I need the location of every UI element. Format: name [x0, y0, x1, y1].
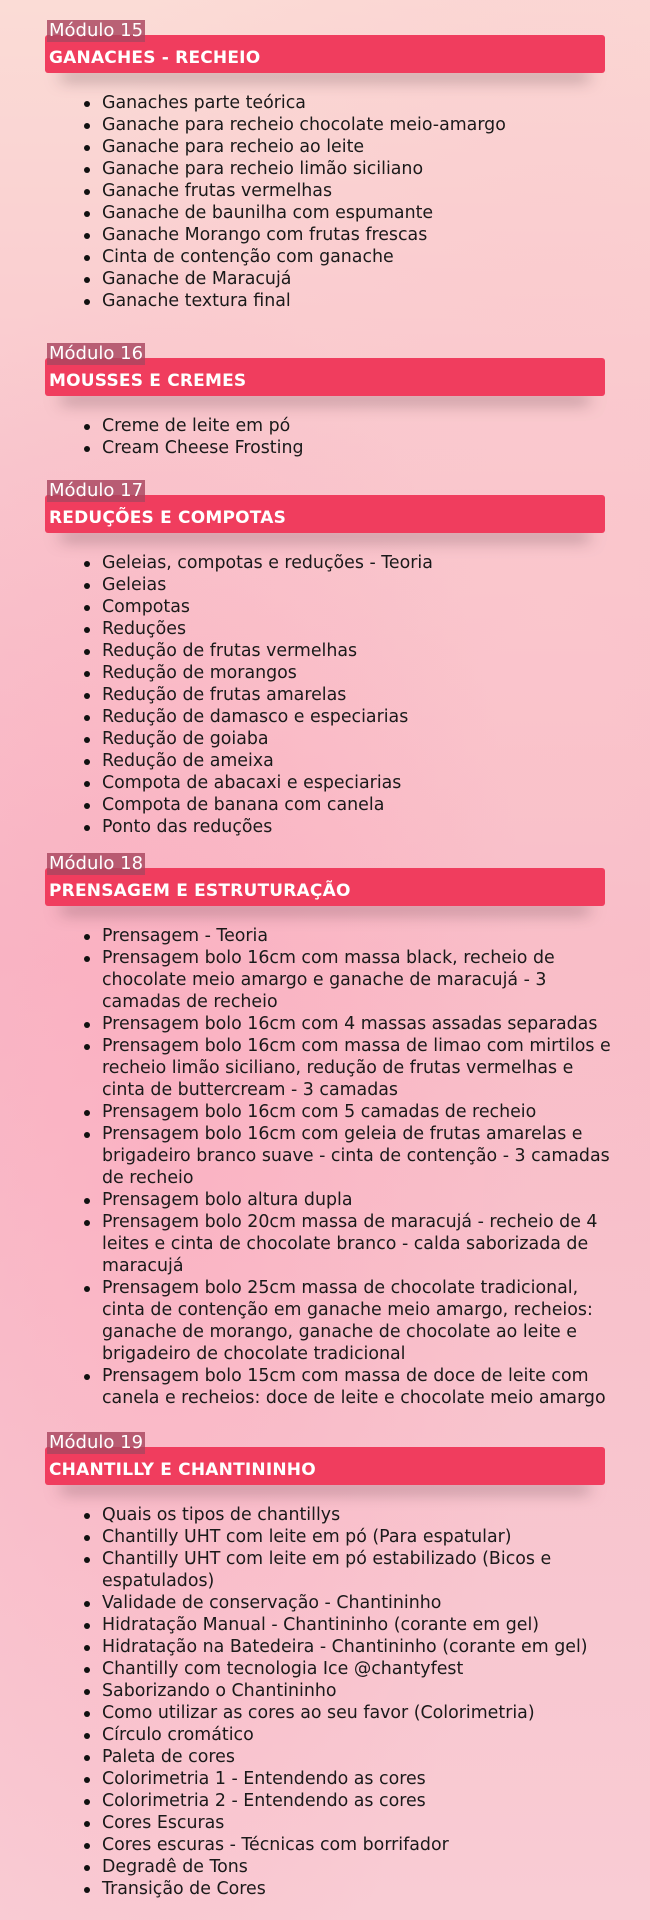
list-item: Redução de damasco e especiarias	[102, 706, 612, 728]
list-item: Prensagem bolo 20cm massa de maracujá - recheio de 4 leites e cinta de chocolate branco - calda saborizada de maracujá	[102, 1211, 612, 1277]
list-item: Ganache para recheio limão siciliano	[102, 158, 612, 180]
list-item: Chantilly UHT com leite em pó estabilizado (Bicos e espatulados)	[102, 1548, 612, 1592]
list-item: Reduções	[102, 618, 612, 640]
list-item: Redução de frutas amarelas	[102, 684, 612, 706]
list-item: Ganache de baunilha com espumante	[102, 202, 612, 224]
list-item: Prensagem - Teoria	[102, 925, 612, 947]
list-item: Ponto das reduções	[102, 816, 612, 838]
list-item: Chantilly com tecnologia Ice @chantyfest	[102, 1658, 612, 1680]
list-item: Redução de goiaba	[102, 728, 612, 750]
list-item: Ganache textura final	[102, 290, 612, 312]
module-number-label: Módulo 19	[49, 1432, 144, 1453]
list-item: Ganache frutas vermelhas	[102, 180, 612, 202]
list-item: Como utilizar as cores ao seu favor (Colorimetria)	[102, 1702, 612, 1724]
lesson-list	[102, 92, 612, 312]
list-item: Redução de morangos	[102, 662, 612, 684]
module-title: PRENSAGEM E ESTRUTURAÇÃO	[49, 881, 351, 901]
list-item: Compota de banana com canela	[102, 794, 612, 816]
list-item: Prensagem bolo 16cm com geleia de frutas amarelas e brigadeiro branco suave - cinta de contenção - 3 camadas de recheio	[102, 1123, 612, 1189]
module-title: REDUÇÕES E COMPOTAS	[49, 508, 287, 528]
module-number-label: Módulo 15	[49, 20, 144, 41]
list-item: Hidratação na Batedeira - Chantininho (corante em gel)	[102, 1636, 612, 1658]
module-number-label: Módulo 16	[49, 343, 144, 364]
list-item: Saborizando o Chantininho	[102, 1680, 612, 1702]
list-item: Geleias, compotas e reduções - Teoria	[102, 552, 612, 574]
list-item: Paleta de cores	[102, 1746, 612, 1768]
list-item: Validade de conservação - Chantininho	[102, 1592, 612, 1614]
list-item: Prensagem bolo 16cm com 5 camadas de recheio	[102, 1101, 612, 1123]
list-item: Transição de Cores	[102, 1878, 612, 1900]
list-item: Ganache Morango com frutas frescas	[102, 224, 612, 246]
list-item: Círculo cromático	[102, 1724, 612, 1746]
lesson-list	[102, 415, 612, 459]
list-item: Redução de frutas vermelhas	[102, 640, 612, 662]
list-item: Ganache para recheio chocolate meio-amargo	[102, 114, 612, 136]
list-item: Compotas	[102, 596, 612, 618]
list-item: Prensagem bolo 25cm massa de chocolate tradicional, cinta de contenção em ganache meio amargo, recheios: ganache de morango, ganache de chocolate ao leite e brigadeiro de chocolate tradicional	[102, 1277, 612, 1365]
list-item: Chantilly UHT com leite em pó (Para espatular)	[102, 1526, 612, 1548]
lesson-list	[102, 552, 612, 838]
list-item: Cores escuras - Técnicas com borrifador	[102, 1834, 612, 1856]
list-item: Redução de ameixa	[102, 750, 612, 772]
module-number-label: Módulo 17	[49, 480, 144, 501]
module-title: CHANTILLY E CHANTININHO	[49, 1460, 316, 1480]
list-item: Quais os tipos de chantillys	[102, 1504, 612, 1526]
list-item: Prensagem bolo 16cm com massa de limao com mirtilos e recheio limão siciliano, redução de frutas vermelhas e cinta de buttercream - 3 camadas	[102, 1036, 611, 1100]
list-item: Prensagem bolo 16cm com 4 massas assadas separadas	[102, 1013, 612, 1035]
list-item: Ganache de Maracujá	[102, 268, 612, 290]
list-item: Colorimetria 1 - Entendendo as cores	[102, 1768, 612, 1790]
module-title: GANACHES - RECHEIO	[49, 48, 261, 68]
list-item: Cream Cheese Frosting	[102, 437, 612, 459]
lesson-list	[102, 1504, 612, 1900]
list-item: Creme de leite em pó	[102, 415, 612, 437]
list-item: Geleias	[102, 574, 612, 596]
lesson-list	[102, 925, 612, 1409]
list-item: Ganaches parte teórica	[102, 92, 612, 114]
module-number-label: Módulo 18	[49, 853, 144, 874]
list-item: Prensagem bolo altura dupla	[102, 1189, 612, 1211]
module-title: MOUSSES E CREMES	[49, 371, 247, 391]
list-item: Cinta de contenção com ganache	[102, 246, 612, 268]
list-item: Colorimetria 2 - Entendendo as cores	[102, 1790, 612, 1812]
list-item: Prensagem bolo 16cm com massa black, recheio de chocolate meio amargo e ganache de maracujá - 3 camadas de recheio	[102, 947, 612, 1013]
list-item: Cores Escuras	[102, 1812, 612, 1834]
list-item: Hidratação Manual - Chantininho (corante em gel)	[102, 1614, 612, 1636]
list-item: Prensagem bolo 15cm com massa de doce de leite com canela e recheios: doce de leite e chocolate meio amargo	[102, 1365, 612, 1409]
list-item: Degradê de Tons	[102, 1856, 612, 1878]
list-item: Compota de abacaxi e especiarias	[102, 772, 612, 794]
list-item: Ganache para recheio ao leite	[102, 136, 612, 158]
